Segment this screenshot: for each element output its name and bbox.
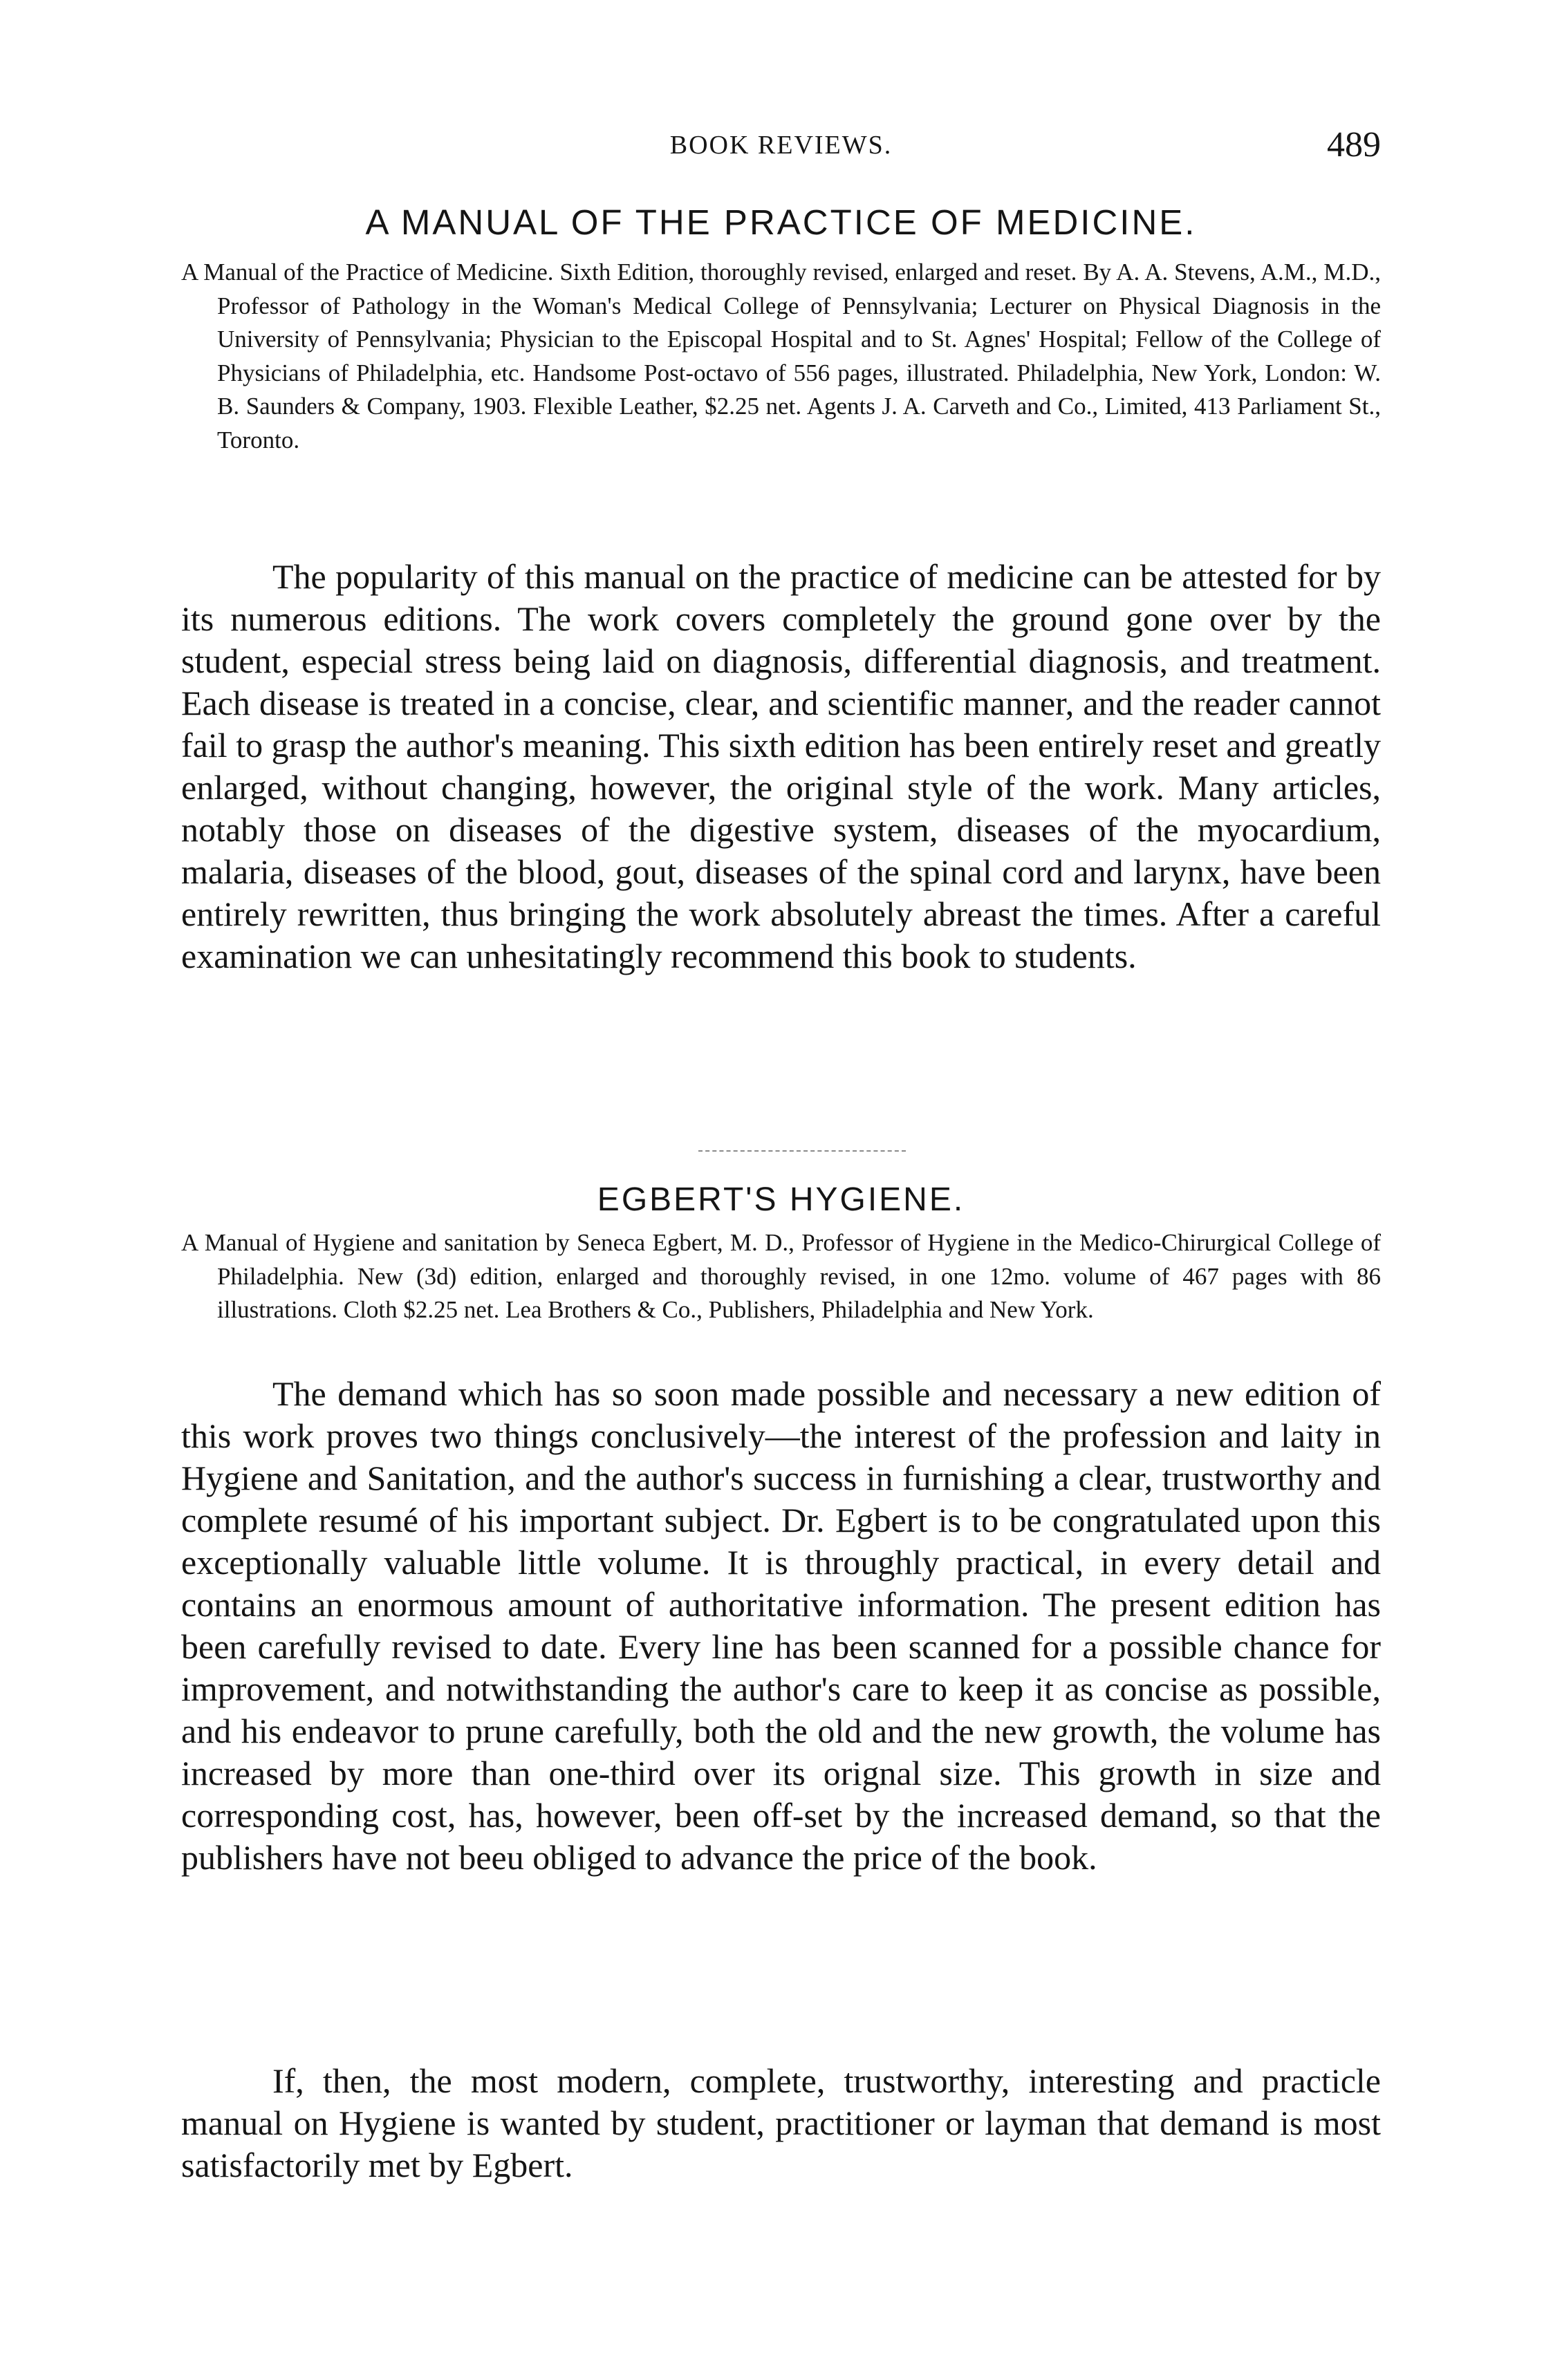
review-citation-egberts-hygiene: A Manual of Hygiene and sanitation by Seneca Egbert, M. D., Professor of Hygiene in the Medico-Chirurgical College of Philadelphia. New (3d) edition, enlarged and thoroughly revised, in one 12mo. volume of 467 pages with 86 illustrations. Cloth $2.25 net. Lea Brothers & Co., Publishers, Philadelphia and New York. — [181, 1229, 1381, 1323]
review-body-egberts-hygiene-conclusion: If, then, the most modern, complete, trustworthy, interesting and practicle manual on Hygiene is wanted by student, practitioner or layman that demand is most satisfactorily met by Egbert. — [181, 2061, 1381, 2184]
review-title-practice-of-medicine: A MANUAL OF THE PRACTICE OF MEDICINE. — [365, 203, 1197, 242]
review-title-egberts-hygiene: EGBERT'S HYGIENE. — [597, 1181, 965, 1218]
running-head — [181, 125, 1381, 174]
review-body-egberts-hygiene: The demand which has so soon made possible and necessary a new edition of this work proves two things conclusively—the interest of the profession and laity in Hygiene and Sanitation, and the author's success in furnishing a clear, trustworthy and complete resumé of his important subject. Dr. Egbert is to be congratulated upon this exceptionally valuable little volume. It is throughly practical, in every detail and contains an enormous amount of authoritative information. The present edition has been carefully revised to date. Every line has been scanned for a possible chance for improvement, and notwithstanding the author's care to keep it as concise as possible, and his endeavor to prune carefully, both the old and the new growth, the volume has increased by more than one-third over its orignal size. This growth in size and corresponding cost, has, however, been off-set by the increased demand, so that the publishers have not beeu obliged to advance the price of the book. — [181, 1374, 1381, 1877]
section-divider — [698, 1150, 906, 1152]
review-body-practice-of-medicine: The popularity of this manual on the practice of medicine can be attested for by its numerous editions. The work covers completely the ground gone over by the student, especial stress being laid on diagnosis, differential diagnosis, and treatment. Each disease is treated in a concise, clear, and scientific manner, and the reader cannot fail to grasp the author's meaning. This sixth edition has been entirely reset and greatly enlarged, without changing, however, the original style of the work. Many articles, notably those on diseases of the digestive system, diseases of the myocardium, malaria, diseases of the blood, gout, diseases of the spinal cord and larynx, have been entirely rewritten, thus bringing the work absolutely abreast the times. After a careful examination we can unhesitatingly recommend this book to students. — [181, 557, 1381, 975]
page-number: 489 — [1327, 125, 1381, 165]
running-title: BOOK REVIEWS. — [669, 131, 893, 160]
review-citation-practice-of-medicine: A Manual of the Practice of Medicine. Sixth Edition, thoroughly revised, enlarged and reset. By A. A. Stevens, A.M., M.D., Professor of Pathology in the Woman's Medical College of Pennsylvania; Lecturer on Physical Diagnosis in the University of Pennsylvania; Physician to the Episcopal Hospital and to St. Agnes' Hospital; Fellow of the College of Physicians of Philadelphia, etc. Handsome Post-octavo of 556 pages, illustrated. Philadelphia, New York, London: W. B. Saunders & Company, 1903. Flexible Leather, $2.25 net. Agents J. A. Carveth and Co., Limited, 413 Parliament St., Toronto. — [181, 259, 1381, 453]
